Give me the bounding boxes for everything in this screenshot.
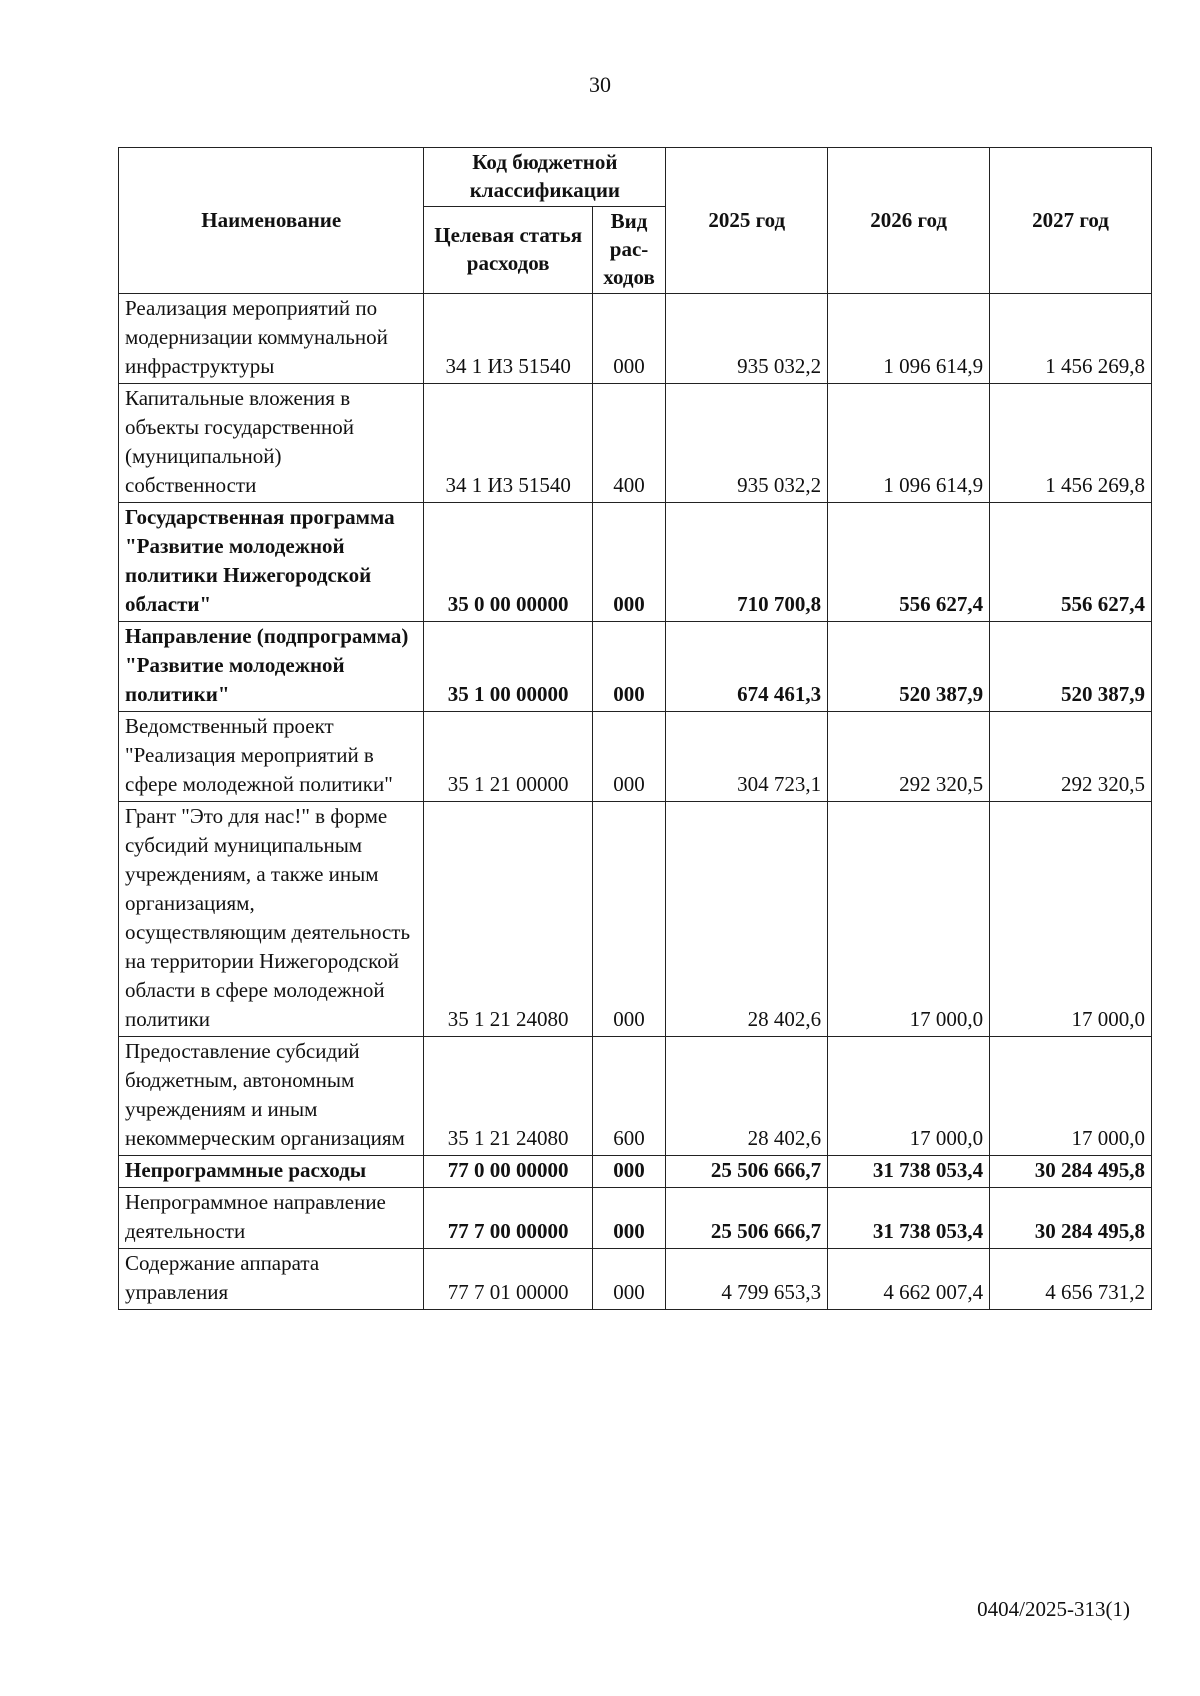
row-2025: 674 461,3 bbox=[666, 622, 828, 712]
row-name: Непрограммное направление деятельности bbox=[119, 1188, 424, 1249]
row-2025: 28 402,6 bbox=[666, 802, 828, 1037]
table-row bbox=[119, 1156, 1152, 1188]
row-code: 35 0 00 00000 bbox=[424, 503, 592, 622]
row-name: Непрограммные расходы bbox=[119, 1156, 424, 1188]
row-name: Содержание аппарата управления bbox=[119, 1249, 424, 1310]
row-2025: 304 723,1 bbox=[666, 712, 828, 802]
page-number: 30 bbox=[589, 72, 611, 97]
row-name: Ведомственный проект "Реализация мероприятий в сфере молодежной политики" bbox=[119, 712, 424, 802]
row-2025: 4 799 653,3 bbox=[666, 1249, 828, 1310]
table-row bbox=[119, 1188, 1152, 1249]
row-2026: 1 096 614,9 bbox=[828, 294, 990, 384]
header-2025: 2025 год bbox=[666, 148, 828, 294]
row-2025: 28 402,6 bbox=[666, 1037, 828, 1156]
row-2027: 17 000,0 bbox=[990, 1037, 1152, 1156]
row-2027: 17 000,0 bbox=[990, 802, 1152, 1037]
row-2027: 1 456 269,8 bbox=[990, 294, 1152, 384]
row-2026: 31 738 053,4 bbox=[828, 1156, 990, 1188]
row-code: 35 1 21 24080 bbox=[424, 802, 592, 1037]
row-kind: 400 bbox=[592, 384, 665, 503]
row-name: Предоставление субсидий бюджетным, автономным учреждениям и иным некоммерческим организациям bbox=[119, 1037, 424, 1156]
row-2027: 30 284 495,8 bbox=[990, 1156, 1152, 1188]
row-kind: 600 bbox=[592, 1037, 665, 1156]
row-2026: 4 662 007,4 bbox=[828, 1249, 990, 1310]
budget-table bbox=[118, 147, 1152, 1310]
row-2026: 31 738 053,4 bbox=[828, 1188, 990, 1249]
table-row bbox=[119, 712, 1152, 802]
row-code: 34 1 И3 51540 bbox=[424, 384, 592, 503]
header-name: Наименование bbox=[119, 148, 424, 294]
row-code: 77 0 00 00000 bbox=[424, 1156, 592, 1188]
row-2025: 25 506 666,7 bbox=[666, 1188, 828, 1249]
row-2027: 1 456 269,8 bbox=[990, 384, 1152, 503]
row-2026: 17 000,0 bbox=[828, 802, 990, 1037]
row-kind: 000 bbox=[592, 712, 665, 802]
header-2026: 2026 год bbox=[828, 148, 990, 294]
row-2025: 935 032,2 bbox=[666, 384, 828, 503]
row-kind: 000 bbox=[592, 1156, 665, 1188]
row-2027: 520 387,9 bbox=[990, 622, 1152, 712]
row-2026: 292 320,5 bbox=[828, 712, 990, 802]
row-code: 34 1 И3 51540 bbox=[424, 294, 592, 384]
row-kind: 000 bbox=[592, 1188, 665, 1249]
row-2025: 935 032,2 bbox=[666, 294, 828, 384]
row-code: 77 7 01 00000 bbox=[424, 1249, 592, 1310]
row-kind: 000 bbox=[592, 503, 665, 622]
row-name: Грант "Это для нас!" в форме субсидий муниципальным учреждениям, а также иным организациям, осуществляющим деятельность на территории Нижегородской области в сфере молодежной политики bbox=[119, 802, 424, 1037]
row-2026: 1 096 614,9 bbox=[828, 384, 990, 503]
row-code: 77 7 00 00000 bbox=[424, 1188, 592, 1249]
row-2026: 17 000,0 bbox=[828, 1037, 990, 1156]
table-row bbox=[119, 503, 1152, 622]
row-name: Реализация мероприятий по модернизации коммунальной инфраструктуры bbox=[119, 294, 424, 384]
row-2026: 520 387,9 bbox=[828, 622, 990, 712]
row-2026: 556 627,4 bbox=[828, 503, 990, 622]
row-code: 35 1 21 00000 bbox=[424, 712, 592, 802]
header-2027: 2027 год bbox=[990, 148, 1152, 294]
table-row bbox=[119, 384, 1152, 503]
row-2027: 556 627,4 bbox=[990, 503, 1152, 622]
header-row bbox=[119, 148, 1152, 207]
row-code: 35 1 00 00000 bbox=[424, 622, 592, 712]
row-2025: 25 506 666,7 bbox=[666, 1156, 828, 1188]
row-kind: 000 bbox=[592, 1249, 665, 1310]
row-2027: 4 656 731,2 bbox=[990, 1249, 1152, 1310]
row-kind: 000 bbox=[592, 802, 665, 1037]
row-2025: 710 700,8 bbox=[666, 503, 828, 622]
header-code-group: Код бюджетной классификации bbox=[424, 148, 666, 207]
row-code: 35 1 21 24080 bbox=[424, 1037, 592, 1156]
row-kind: 000 bbox=[592, 622, 665, 712]
table-row bbox=[119, 1249, 1152, 1310]
row-name: Капитальные вложения в объекты государственной (муниципальной) собственности bbox=[119, 384, 424, 503]
table-row bbox=[119, 1037, 1152, 1156]
table-row bbox=[119, 622, 1152, 712]
table-row bbox=[119, 802, 1152, 1037]
row-kind: 000 bbox=[592, 294, 665, 384]
header-kind: Вид рас-ходов bbox=[592, 207, 665, 294]
row-2027: 30 284 495,8 bbox=[990, 1188, 1152, 1249]
document-code: 0404/2025-313(1) bbox=[977, 1597, 1130, 1621]
row-name: Направление (подпрограмма) "Развитие молодежной политики" bbox=[119, 622, 424, 712]
row-2027: 292 320,5 bbox=[990, 712, 1152, 802]
table-row bbox=[119, 294, 1152, 384]
row-name: Государственная программа "Развитие молодежной политики Нижегородской области" bbox=[119, 503, 424, 622]
header-target: Целевая статья расходов bbox=[424, 207, 592, 294]
